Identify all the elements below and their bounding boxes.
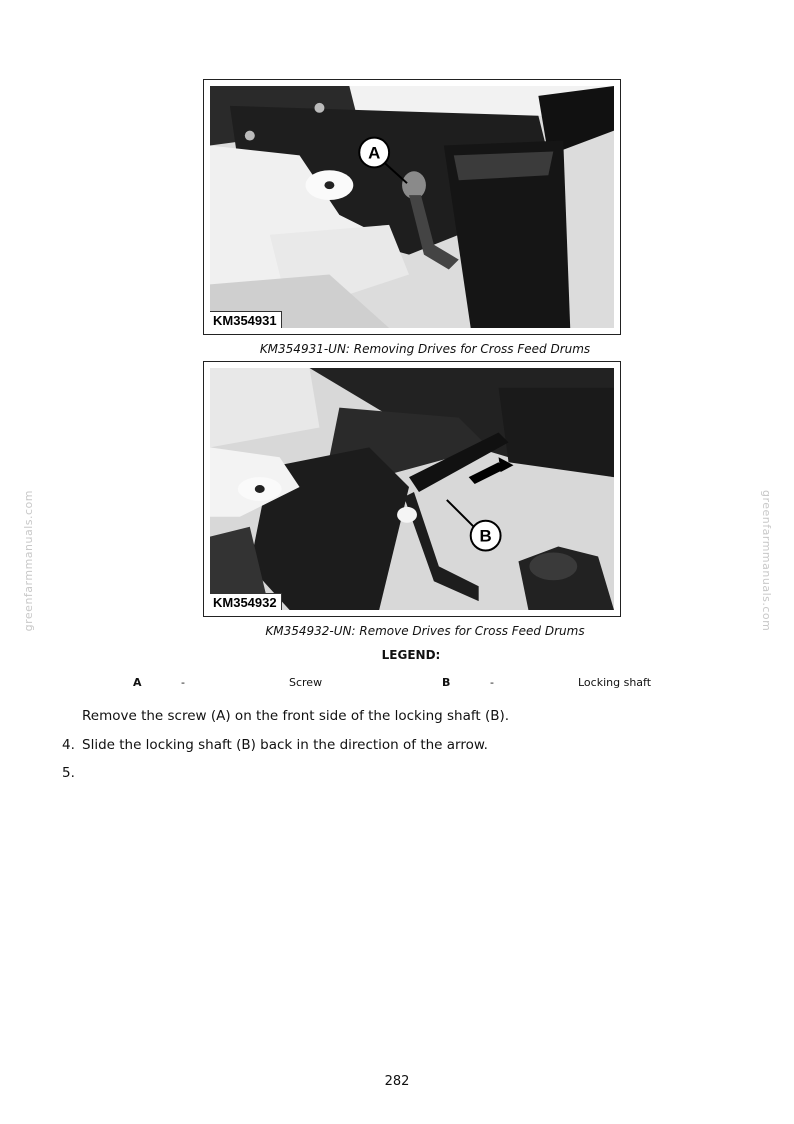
figure-code: KM354931 bbox=[210, 311, 282, 328]
figure-code: KM354932 bbox=[210, 593, 282, 610]
watermark-left: greenfarmmanuals.com bbox=[22, 490, 35, 632]
legend-key-b: B bbox=[442, 676, 451, 689]
legend-desc-a: Screw bbox=[289, 676, 323, 689]
step-text: Remove the screw (A) on the front side of the locking shaft (B). bbox=[82, 708, 510, 724]
figure-caption: KM354932-UN: Remove Drives for Cross Feed Drums bbox=[265, 624, 585, 638]
callout-b: B bbox=[479, 526, 492, 546]
step-number: 5. bbox=[62, 765, 75, 781]
figure-km354931 bbox=[203, 79, 621, 335]
step-item bbox=[62, 708, 509, 724]
step-item bbox=[62, 737, 488, 753]
photo-remove-drives bbox=[210, 368, 614, 610]
legend-key-a: A bbox=[133, 676, 142, 689]
step-item bbox=[62, 765, 82, 781]
photo-illustration bbox=[210, 86, 614, 328]
figure-caption: KM354931-UN: Removing Drives for Cross Feed Drums bbox=[259, 342, 591, 356]
step-text: Slide the locking shaft (B) back in the direction of the arrow. bbox=[82, 737, 488, 753]
watermark-right: greenfarmmanuals.com bbox=[760, 490, 773, 632]
page-number: 282 bbox=[384, 1074, 410, 1089]
legend-title: LEGEND: bbox=[381, 648, 441, 662]
figure-km354932 bbox=[203, 361, 621, 617]
photo-illustration bbox=[210, 368, 614, 610]
photo-removing-drives bbox=[210, 86, 614, 328]
legend-sep-a: - bbox=[181, 676, 185, 689]
legend-desc-b: Locking shaft bbox=[578, 676, 652, 689]
step-number: 4. bbox=[62, 737, 75, 753]
legend-sep-b: - bbox=[490, 676, 494, 689]
callout-a: A bbox=[368, 143, 381, 163]
